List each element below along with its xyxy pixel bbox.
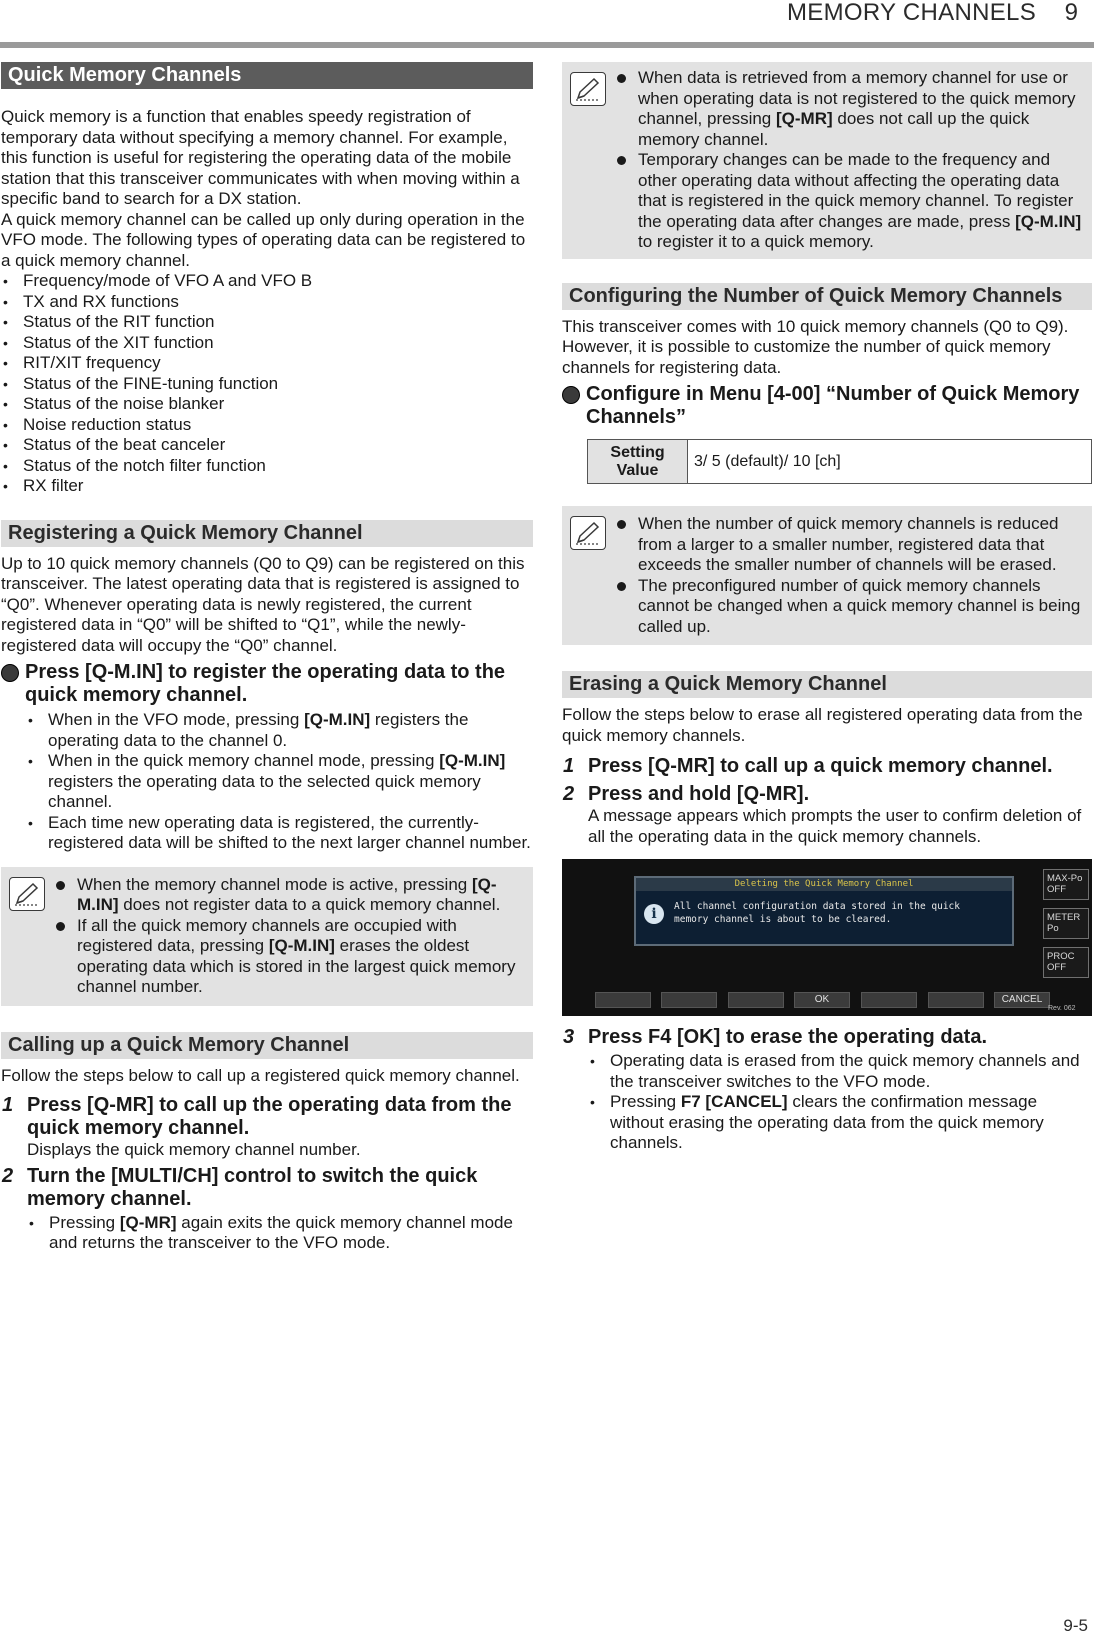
f4-ok-key[interactable]: OK [794,992,850,1008]
f1-key[interactable] [595,992,651,1008]
quick-memory-intro: Quick memory is a function that enables speedy registration of temporary data without specifying a memory channel. For example, this function is useful for registering the operating data of the mobile station that this transceiver communicates with when moving within a specific band to search for a DX station. [1,107,520,208]
setting-label: Setting Value [588,440,688,484]
info-icon: i [644,904,664,924]
list-item: • RIT/XIT frequency [1,353,533,374]
list-item: • When in the quick memory channel mode, pressing [Q-M.IN] registers the operating data to the selected quick memory channel. [26,751,533,813]
running-header-title: MEMORY CHANNELS [787,0,1036,26]
section-title-calling: Calling up a Quick Memory Channel [1,1032,533,1059]
section-title-configuring: Configuring the Number of Quick Memory Channels [562,283,1092,310]
list-item: • Each time new operating data is registered, the currently-registered data will be shifted to the next larger channel number. [26,813,533,854]
section-title-registering: Registering a Quick Memory Channel [1,520,533,547]
pencil-note-icon [570,72,606,106]
erasing-step-2: 2 Press and hold [Q-MR]. A message appears which prompts the user to confirm deletion of all the operating data in the quick memory channels. [563,783,1082,846]
list-item: • Status of the notch filter function [1,456,533,477]
dialog-title: Deleting the Quick Memory Channel [636,878,1012,891]
quick-memory-intro-2: A quick memory channel can be called up only during operation in the VFO mode. The following types of operating data can be registered to a quick memory channel. [1,209,526,270]
pencil-note-icon [570,516,606,550]
setting-value-table [587,439,1092,484]
list-item: • Status of the noise blanker [1,394,533,415]
right-column [562,62,1092,1154]
action-bullet-icon [562,386,580,404]
left-column [1,62,533,1254]
configuring-action: Configure in Menu [4-00] “Number of Quick Memory Channels” [562,383,1092,429]
calling-step-2: 2 Turn the [MULTI/CH] control to switch the quick memory channel. • Pressing [Q-MR] again exits the quick memory channel mode and returns the transceiver to the VFO mode. [1,1165,533,1254]
proc-button[interactable]: PROC OFF [1043,947,1089,978]
dialog-message: All channel configuration data stored in the quick memory channel is about to be cleared. [674,901,960,925]
calling-intro: Follow the steps below to call up a registered quick memory channel. [1,1065,520,1085]
revision-label: Rev. 062 [1048,1005,1076,1012]
erasing-step-3: 3 Press F4 [OK] to erase the operating data. • Operating data is erased from the quick memory channels and the transceiver switches to the VFO mode. • Pressing F7 [CANCEL] clears the confirmation message without erasing the operating data from the quick memory channels. [562,1026,1092,1154]
list-item: • RX filter [1,476,533,497]
note-box-calling [562,62,1092,259]
max-po-button[interactable]: MAX-Po OFF [1043,869,1089,900]
f6-key[interactable] [928,992,984,1008]
f3-key[interactable] [728,992,784,1008]
note-item: If all the quick memory channels are occupied with registered data, pressing [Q-M.IN] erases the oldest operating data which is stored in the largest quick memory channel number. [51,916,529,998]
note-item: When the number of quick memory channels is reduced from a larger to a smaller number, registered data that exceeds the smaller number of channels will be erased. [612,514,1088,576]
registering-body: Up to 10 quick memory channels (Q0 to Q9) can be registered on this transceiver. The latest operating data that is registered is assigned to “Q0”. Whenever operating data is newly registered, the current registered data in “Q0” will be shifted to “Q1”, while the newly-registered data will occupy the “Q0” channel. [1,553,525,655]
list-item: • Status of the beat canceler [1,435,533,456]
f7-cancel-key[interactable]: CANCEL [994,992,1050,1008]
registering-bullets [1,710,533,854]
list-item: • Noise reduction status [1,415,533,436]
note-item: When the memory channel mode is active, pressing [Q-M.IN] does not register data to a quick memory channel. [51,875,529,916]
pencil-note-icon [9,877,45,911]
list-item: • TX and RX functions [1,292,533,313]
note-box-configuring [562,506,1092,645]
list-item: • Status of the XIT function [1,333,533,354]
list-item: • Status of the RIT function [1,312,533,333]
list-item: • Status of the FINE-tuning function [1,374,533,395]
note-item: The preconfigured number of quick memory channels cannot be changed when a quick memory channel is being called up. [612,576,1088,638]
section-title-erasing: Erasing a Quick Memory Channel [562,671,1092,698]
setting-value: 3/ 5 (default)/ 10 [ch] [688,440,1092,484]
running-header-chapter: 9 [1064,0,1078,26]
calling-step-1: 1 Press [Q-MR] to call up the operating data from the quick memory channel. Displays the quick memory channel number. [2,1094,512,1159]
list-item: • Pressing [Q-MR] again exits the quick memory channel mode and returns the transceiver to the VFO mode. [27,1213,533,1254]
transceiver-screen [562,859,1092,1016]
note-item: Temporary changes can be made to the frequency and other operating data without affecting the operating data that is registered in the quick memory channel. To register the operating data after changes are made, press [Q-M.IN] to register it to a quick memory. [612,150,1088,253]
page-number: 9-5 [1063,1615,1088,1635]
configuring-body: This transceiver comes with 10 quick memory channels (Q0 to Q9). However, it is possible to customize the number of quick memory channels for registering data. [562,316,1069,377]
erasing-intro: Follow the steps below to erase all registered operating data from the quick memory channels. [562,705,1083,745]
list-item: • Pressing F7 [CANCEL] clears the confirmation message without erasing the operating data from the quick memory channels. [588,1092,1092,1154]
meter-button[interactable]: METER Po [1043,908,1089,939]
section-title-quick-memory: Quick Memory Channels [1,62,533,89]
registering-action: Press [Q-M.IN] to register the operating data to the quick memory channel. [1,661,533,707]
erasing-step-1: 1 Press [Q-MR] to call up a quick memory channel. [563,755,1053,777]
delete-confirmation-dialog [634,876,1014,946]
note-item: When data is retrieved from a memory channel for use or when operating data is not registered to the quick memory channel, pressing [Q-MR] does not call up the quick memory channel. [612,68,1088,150]
f5-key[interactable] [861,992,917,1008]
f2-key[interactable] [661,992,717,1008]
list-item: • When in the VFO mode, pressing [Q-M.IN] registers the operating data to the channel 0. [26,710,533,751]
operating-data-list [1,271,533,497]
list-item: • Frequency/mode of VFO A and VFO B [1,271,533,292]
header-rule [0,42,1094,48]
list-item: • Operating data is erased from the quick memory channels and the transceiver switches to the VFO mode. [588,1051,1092,1092]
note-box-registering [1,867,533,1006]
action-bullet-icon [1,664,19,682]
